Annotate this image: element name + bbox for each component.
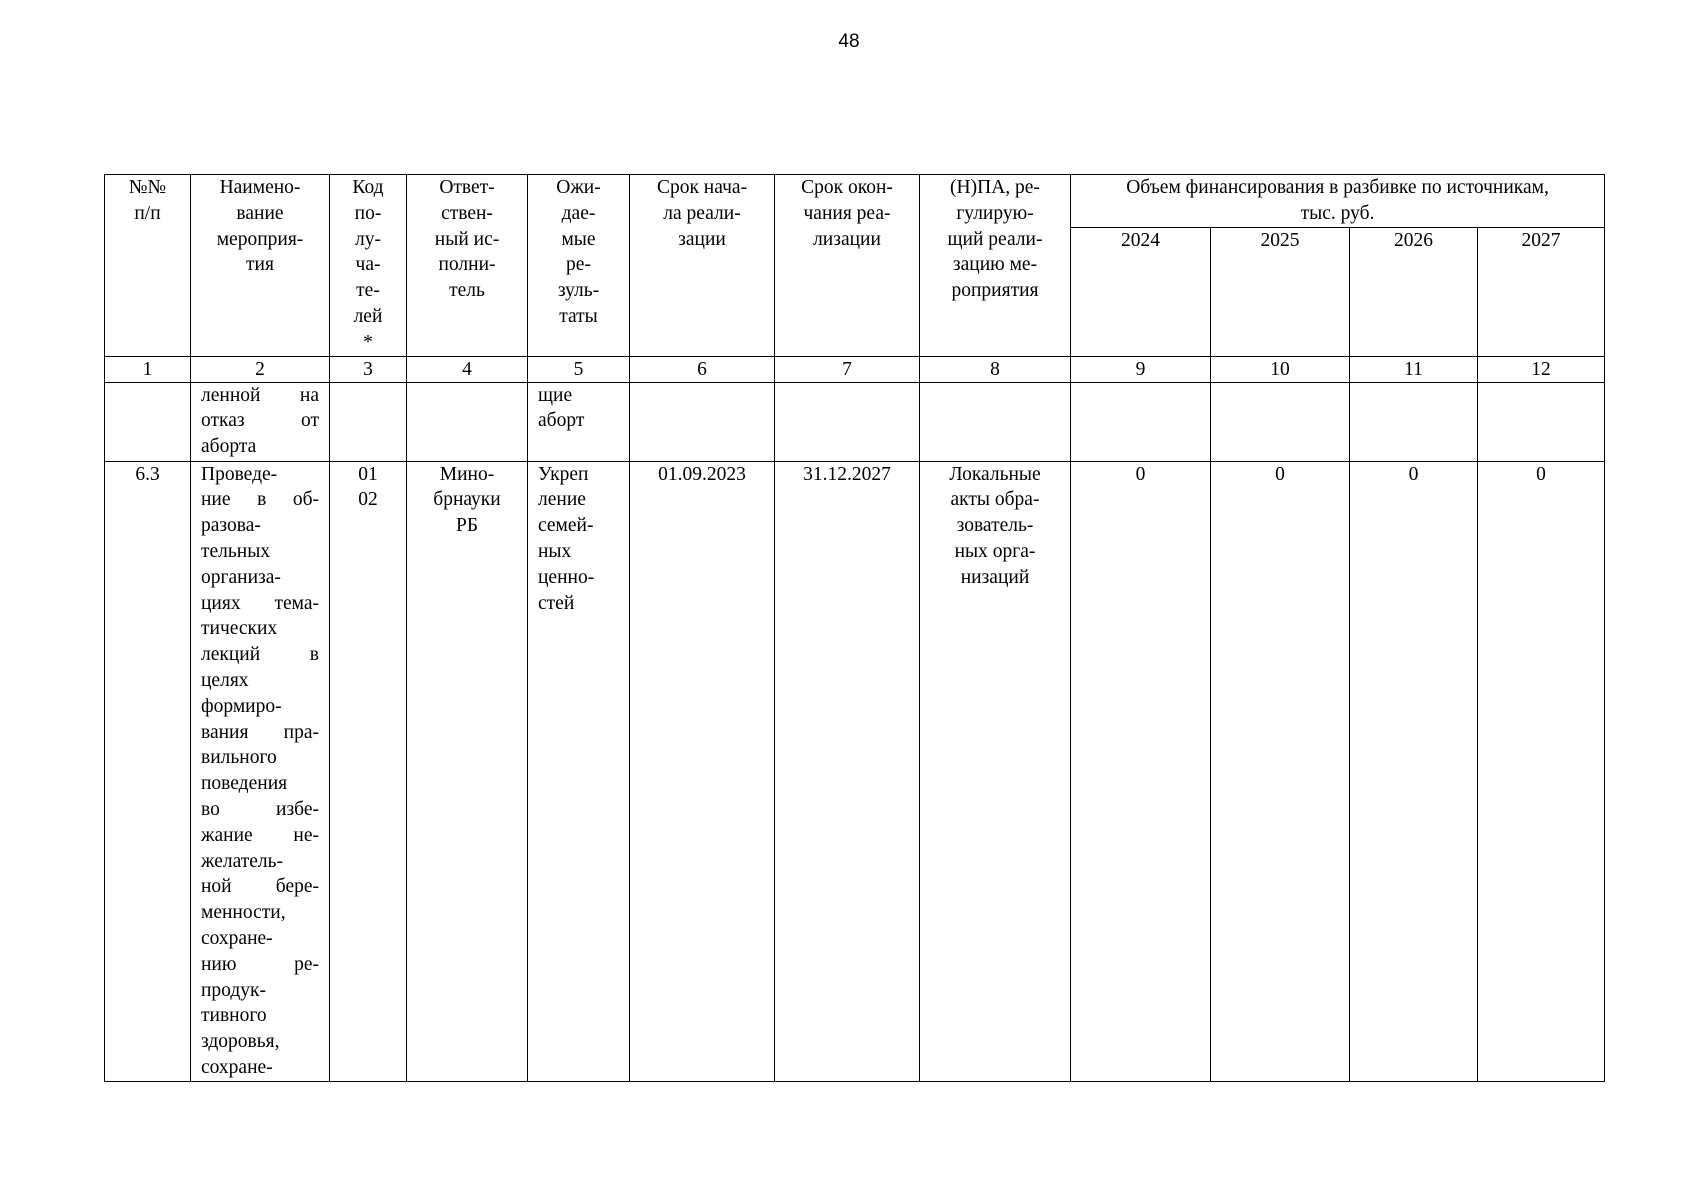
start-date (630, 382, 775, 461)
activity-name: ленной на отказ от аборта (191, 382, 330, 461)
table-row (105, 382, 1605, 461)
column-number: 5 (528, 356, 630, 382)
regulatory-act: Локальные акты обра- зователь- ных орга- низаций (920, 461, 1071, 1081)
column-number: 8 (920, 356, 1071, 382)
column-number: 6 (630, 356, 775, 382)
column-number: 9 (1071, 356, 1211, 382)
recipient-code (330, 382, 407, 461)
responsible: Мино- брнауки РБ (407, 461, 528, 1081)
regulatory-act (920, 382, 1071, 461)
page-number: 48 (838, 31, 860, 52)
header-row (105, 175, 1605, 228)
column-number: 11 (1350, 356, 1478, 382)
funding-2026: 0 (1350, 461, 1478, 1081)
table-row (105, 461, 1605, 1081)
funding-2027: 0 (1478, 461, 1605, 1081)
column-number: 4 (407, 356, 528, 382)
header-activity-name: Наимено- вание мероприя- тия (191, 175, 330, 357)
expected-results: щие аборт (528, 382, 630, 461)
funding-2027 (1478, 382, 1605, 461)
header-start-date: Срок нача- ла реали- зации (630, 175, 775, 357)
responsible (407, 382, 528, 461)
expected-results: Укреп ление семей- ных ценно- стей (528, 461, 630, 1081)
header-year-2027: 2027 (1478, 227, 1605, 356)
column-number: 12 (1478, 356, 1605, 382)
recipient-code: 01 02 (330, 461, 407, 1081)
column-number: 1 (105, 356, 191, 382)
header-regulatory-act: (Н)ПА, ре- гулирую- щий реали- зацию ме- роприятия (920, 175, 1071, 357)
header-number: №№ п/п (105, 175, 191, 357)
column-number: 7 (775, 356, 920, 382)
activities-table (104, 174, 1605, 1082)
column-number: 3 (330, 356, 407, 382)
end-date: 31.12.2027 (775, 461, 920, 1081)
header-end-date: Срок окон- чания реа- лизации (775, 175, 920, 357)
column-numbers-row (105, 356, 1605, 382)
end-date (775, 382, 920, 461)
column-number: 10 (1211, 356, 1350, 382)
header-year-2024: 2024 (1071, 227, 1211, 356)
column-number: 2 (191, 356, 330, 382)
funding-2025: 0 (1211, 461, 1350, 1081)
funding-2024: 0 (1071, 461, 1211, 1081)
header-funding: Объем финансирования в разбивке по источникам, тыс. руб. (1071, 175, 1605, 228)
row-number (105, 382, 191, 461)
header-responsible: Ответ- ствен- ный ис- полни- тель (407, 175, 528, 357)
funding-2026 (1350, 382, 1478, 461)
header-year-2026: 2026 (1350, 227, 1478, 356)
header-expected-results: Ожи- дае- мые ре- зуль- таты (528, 175, 630, 357)
activity-name: Проведе- ние в об- разова- тельных организа- циях тема- тических лекций в целях формиро- вания пра- вильного поведения во избе- жание не- желатель- ной бере- менности, сохране- нию ре- продук- тивного здоровья, сохране- (191, 461, 330, 1081)
header-recipient-code: Код по- лу- ча- те- лей * (330, 175, 407, 357)
start-date: 01.09.2023 (630, 461, 775, 1081)
funding-2025 (1211, 382, 1350, 461)
header-year-2025: 2025 (1211, 227, 1350, 356)
funding-2024 (1071, 382, 1211, 461)
row-number: 6.3 (105, 461, 191, 1081)
